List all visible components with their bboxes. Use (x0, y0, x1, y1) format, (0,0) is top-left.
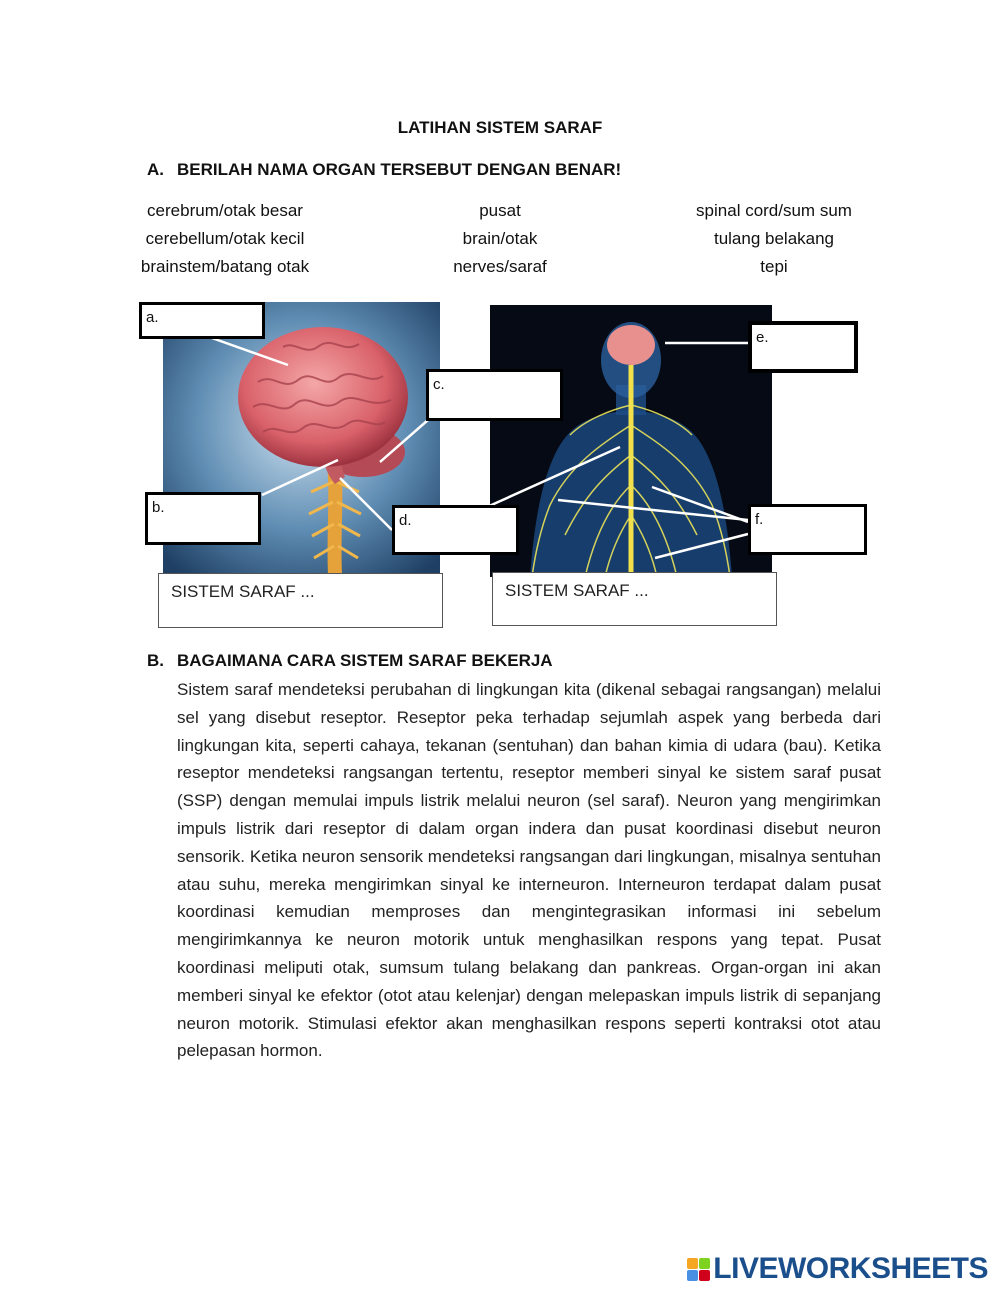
word-bank-item: tepi (760, 257, 788, 276)
section-a-letter: A. (147, 160, 164, 179)
answer-right-text: SISTEM SARAF ... (505, 581, 649, 600)
label-d: d. (399, 512, 412, 529)
section-b-letter: B. (147, 651, 164, 670)
label-box-a[interactable] (139, 302, 265, 339)
word-bank-item: spinal cord/sum sum (696, 201, 852, 220)
word-bank-item: cerebellum/otak kecil (145, 229, 305, 248)
word-bank-item: brain/otak (462, 229, 538, 248)
label-b: b. (152, 499, 165, 516)
answer-box-right[interactable] (492, 572, 777, 626)
word-bank-item: tulang belakang (713, 229, 835, 248)
word-bank-item: cerebrum/otak besar (147, 201, 303, 220)
section-a-title: BERILAH NAMA ORGAN TERSEBUT DENGAN BENAR! (177, 160, 622, 179)
answer-box-left[interactable] (158, 573, 443, 628)
answer-left-text: SISTEM SARAF ... (171, 582, 315, 601)
label-box-f[interactable] (748, 504, 867, 555)
word-bank-item: brainstem/batang otak (140, 257, 310, 276)
liveworksheets-logo (687, 1252, 988, 1286)
label-e: e. (756, 329, 769, 346)
section-b-paragraph: Sistem saraf mendeteksi perubahan di lingkungan kita (dikenal sebagai rangsangan) melalui sel yang disebut reseptor. Reseptor peka terhadap sejumlah aspek yang berbeda dari lingkungan kita, seperti cahaya, tekanan (sentuhan) dan bahan kimia di udara (bau). Ketika reseptor mendeteksi rangsangan tertentu, reseptor memberi sinyal ke sistem saraf pusat (SSP) dengan memulai impuls listrik melalui neuron (sel saraf). Neuron yang mengirimkan impuls listrik dari reseptor di dalam organ indera dan pusat koordinasi disebut neuron sensorik. Ketika neuron sensorik mendeteksi rangsangan dari lingkungan, misalnya sentuhan atau suhu, mereka mengirimkan sinyal ke interneuron. Interneuron terdapat dalam pusat koordinasi kemudian memproses dan mengintegrasikan informasi ini sebelum mengirimkannya ke neuron motorik untuk menghasilkan respons yang tepat. Pusat koordinasi meliputi otak, sumsum tulang belakang dan pankreas. Organ-organ ini akan memberi sinyal ke efektor (otot atau kelenjar) dengan melepaskan impuls listrik di sepanjang neuron motorik. Stimulasi efektor akan menghasilkan respons seperti kontraksi otot atau pelepasan hormon. (177, 680, 881, 1061)
label-box-c[interactable] (426, 369, 563, 421)
label-c: c. (433, 376, 445, 393)
label-box-e[interactable] (748, 321, 858, 373)
label-a: a. (146, 309, 159, 326)
label-f: f. (755, 511, 764, 528)
page-title: LATIHAN SISTEM SARAF (397, 118, 603, 137)
label-box-b[interactable] (145, 492, 261, 545)
brand-text: LIVEWORKSHEETS (713, 1252, 988, 1285)
word-bank-item: nerves/saraf (453, 257, 547, 276)
brand-mark-icon (687, 1258, 710, 1281)
section-b-title: BAGAIMANA CARA SISTEM SARAF BEKERJA (177, 651, 553, 670)
label-box-d[interactable] (392, 505, 519, 555)
word-bank-item: pusat (479, 201, 521, 220)
section-b-heading (0, 651, 1000, 673)
